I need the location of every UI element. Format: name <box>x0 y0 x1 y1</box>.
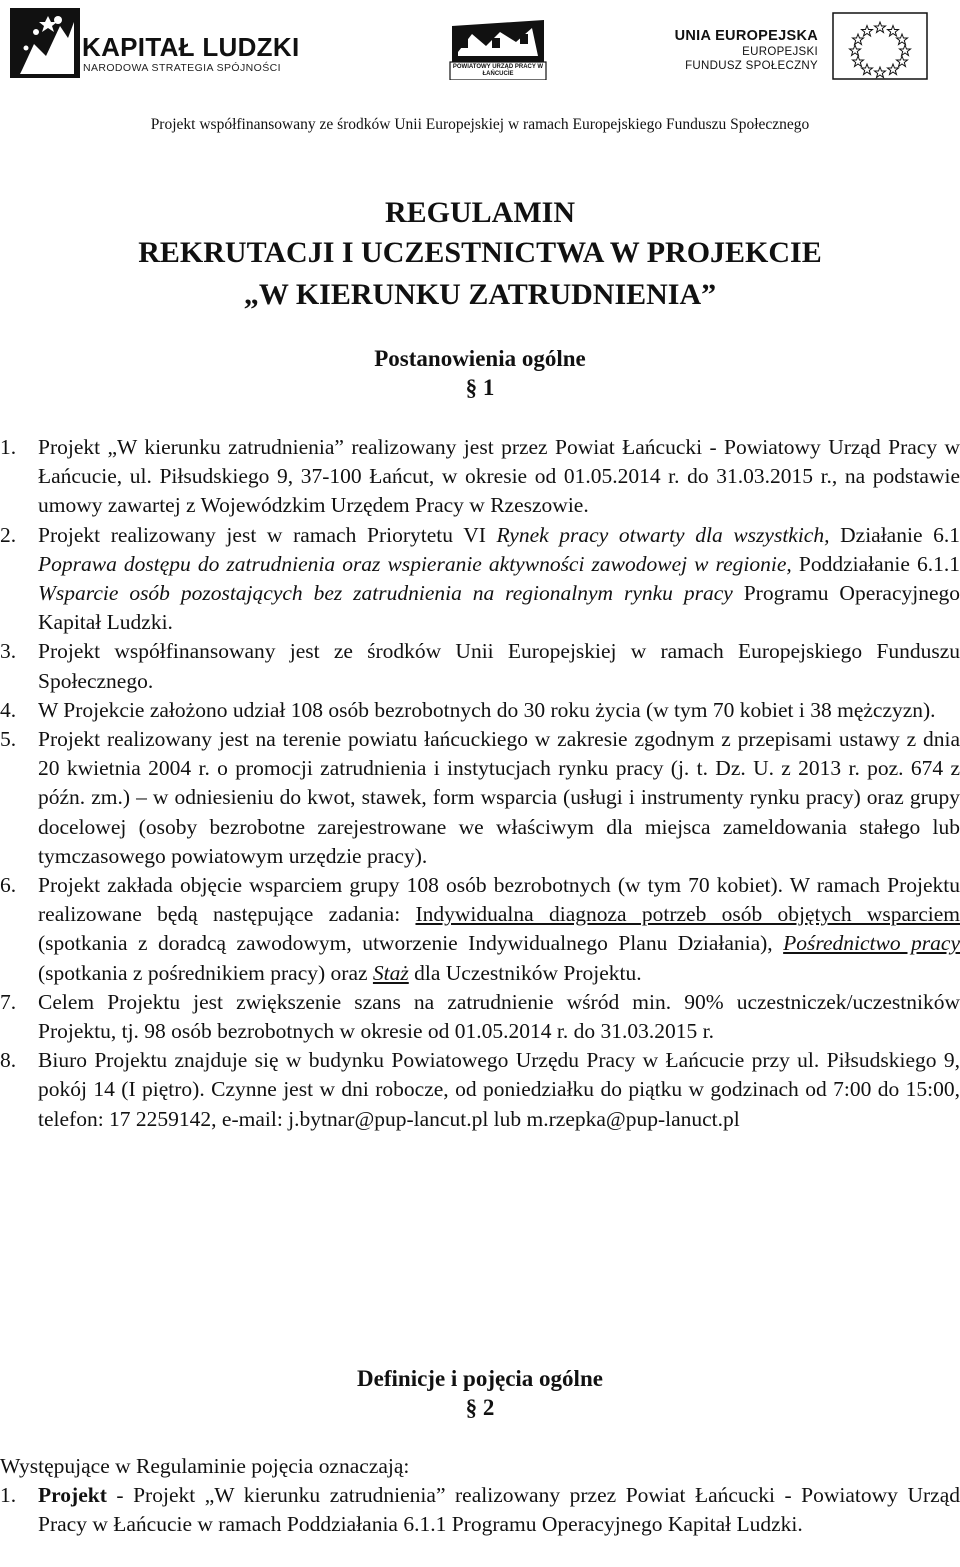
term-definition: - Projekt „W kierunku zatrudnienia” realizowany przez Powiat Łańcucki - Powiatowy Urząd Pracy w Łańcucie w ramach Poddziałania 6.1.1 Programu Operacyjnego Kapitał Ludzki. <box>38 1483 960 1537</box>
item-text <box>38 521 960 638</box>
text-run: Projekt realizowany jest w ramach Priorytetu VI <box>38 522 497 547</box>
text-run: Działanie 6.1 <box>829 522 960 547</box>
section1-paragraph-mark: § 1 <box>465 375 495 400</box>
list-item <box>0 1046 960 1134</box>
section1-heading: Postanowienia ogólne <box>374 346 586 371</box>
item-number: 1. <box>0 435 17 459</box>
kapital-ludzki-title: KAPITAŁ LUDZKI <box>82 32 300 62</box>
list-item <box>0 433 960 521</box>
submeasure-name: Wsparcie osób pozostających bez zatrudnienia na regionalnym rynku pracy <box>38 581 733 606</box>
item-text <box>38 1481 960 1539</box>
list-item <box>0 725 960 871</box>
section2-paragraph-mark: § 2 <box>465 1395 495 1420</box>
item-text: Celem Projektu jest zwiększenie szans na zatrudnienie wśród min. 90% uczestniczek/uczestników Projektu, tj. 98 osób bezrobotnych w okresie od 01.05.2014 r. do 31.03.2015 r. <box>38 989 960 1044</box>
document-subtitle: REKRUTACJI I UCZESTNICTWA W PROJEKCIE <box>138 236 822 269</box>
priority-name: Rynek pracy otwarty dla wszystkich, <box>496 522 830 547</box>
item-number: 3. <box>0 639 17 664</box>
text-run: Projekt zakłada objęcie wsparciem grupy 108 osób bezrobotnych (w tym 70 kobiet). W ramach Projektu realizowane będą następujące zadania: <box>38 873 960 927</box>
list-item <box>0 521 960 638</box>
section2-list <box>0 1452 960 1540</box>
task-job-placement: Pośrednictwo pracy <box>783 931 960 956</box>
item-text: Projekt „W kierunku zatrudnienia” realizowany jest przez Powiat Łańcucki - Powiatowy Urząd Pracy w Łańcucie, ul. Piłsudskiego 9, 37-100 Łańcut, w okresie od 01.05.2014 r. do 31.03.2015 r., na podstawie umowy zawartej z Wojewódzkim Urzędem Pracy w Rzeszowie. <box>38 435 960 518</box>
cofinancing-statement: Projekt współfinansowany ze środków Unii Europejskiej w ramach Europejskiego Funduszu Społecznego <box>150 116 810 133</box>
kapital-ludzki-subtitle: NARODOWA STRATEGIA SPÓJNOŚCI <box>83 62 281 74</box>
list-item <box>0 871 960 988</box>
item-number: 2. <box>0 522 17 547</box>
task-internship: Staż <box>372 960 409 985</box>
item-text <box>38 871 960 988</box>
eu-label-line1: UNIA EUROPEJSKA <box>674 28 818 44</box>
list-item <box>0 696 960 725</box>
item-number: 1. <box>0 1483 17 1508</box>
eu-label-line3: FUNDUSZ SPOŁECZNY <box>685 60 818 72</box>
text-run: Poddziałanie 6.1.1 <box>791 551 960 576</box>
section1-list <box>0 433 960 1134</box>
item-text: Projekt realizowany jest na terenie powiatu łańcuckiego w zakresie zgodnym z przepisami ustawy z dnia 20 kwietnia 2004 r. o promocji zatrudnienia i instytucjach rynku pracy (j. t. Dz. U. z 2013 r. poz. 674 z późn. zm.) – w odniesieniu do kwot, stawek, form wsparcia (usługi i instrumenty rynku pracy) oraz grupy docelowej (osoby bezrobotne zarejestrowane we właściwym dla miejsca zameldowania stałego lub tymczasowego powiatowym urzędzie pracy). <box>38 727 960 868</box>
item-text: Biuro Projektu znajduje się w budynku Powiatowego Urzędu Pracy w Łańcucie przy ul. Piłsudskiego 9, pokój 14 (I piętro). Czynne jest w dni robocze, od poniedziałku do piątku w godzinach od 7:00 do 15:00, telefon: 17 2259142, e-mail: j.bytnar@pup-lancut.pl lub m.rzepka@pup-lanuct.pl <box>38 1048 960 1131</box>
item-number: 7. <box>0 989 17 1014</box>
document-title: REGULAMIN <box>384 196 575 229</box>
item-number: 6. <box>0 873 17 898</box>
text-run: dla Uczestników Projektu. <box>408 960 642 985</box>
text-run: Programu Operacyjnego Kapitał Ludzki. <box>38 581 960 635</box>
item-number: 8. <box>0 1048 17 1073</box>
measure-name: Poprawa dostępu do zatrudnienia oraz wspieranie aktywności zawodowej w regionie, <box>38 551 792 576</box>
item-text: Projekt współfinansowany jest ze środków Unii Europejskiej w ramach Europejskiego Funduszu Społecznego. <box>38 639 960 693</box>
text-run: (spotkania z doradcą zawodowym, utworzenie Indywidualnego Planu Działania), <box>38 931 784 956</box>
section2-heading: Definicje i pojęcia ogólne <box>357 1366 603 1391</box>
header-logos <box>0 0 960 110</box>
list-item <box>0 988 960 1046</box>
list-item <box>0 637 960 695</box>
defined-term: Projekt <box>38 1483 107 1508</box>
project-name: „W KIERUNKU ZATRUDNIENIA” <box>243 278 717 311</box>
definitions-intro: Występujące w Regulaminie pojęcia oznaczają: <box>0 1454 410 1478</box>
item-text: W Projekcie założono udział 108 osób bezrobotnych do 30 roku życia (w tym 70 kobiet i 38 mężczyzn). <box>38 697 936 722</box>
text-run: (spotkania z pośrednikiem pracy) oraz <box>38 960 373 985</box>
item-number: 4. <box>0 697 17 722</box>
eu-flag-icon <box>832 12 928 80</box>
eu-label-line2: EUROPEJSKI <box>742 46 818 58</box>
item-number: 5. <box>0 727 17 752</box>
eu-fund-label <box>675 28 818 73</box>
pup-logo-label: POWIATOWY URZĄD PRACY W ŁAŃCUCIE <box>452 64 544 77</box>
list-item <box>0 1481 960 1539</box>
task-diagnosis: Indywidualna diagnoza potrzeb osób objętych wsparciem <box>415 902 960 927</box>
